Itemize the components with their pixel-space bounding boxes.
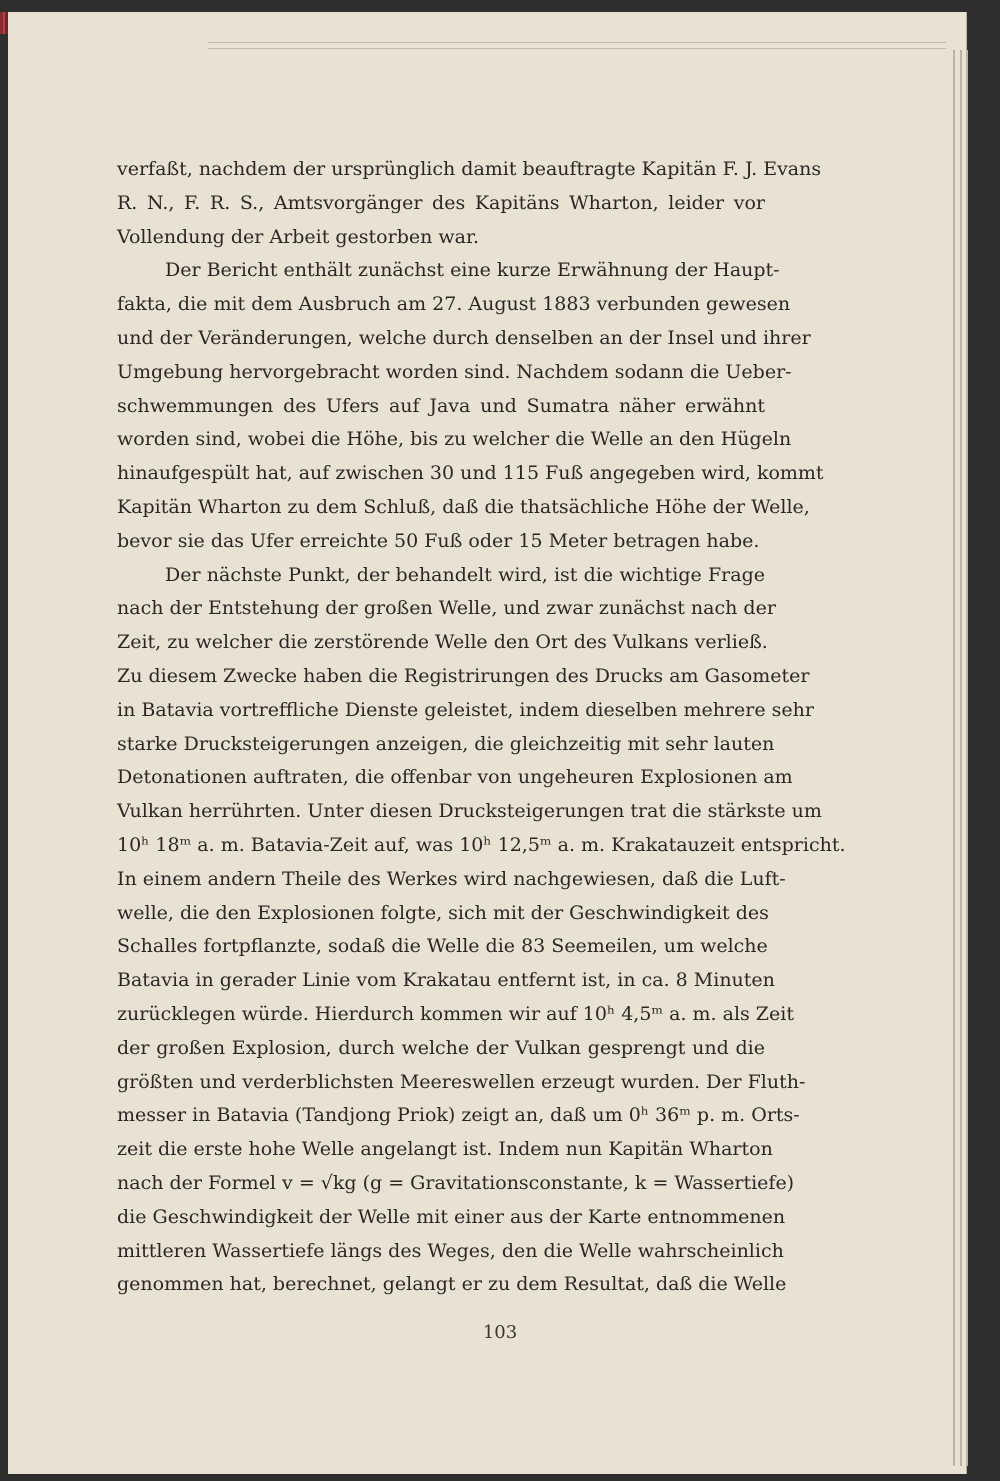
text-line: Detonationen auftraten, die offenbar von ungeheuren Explosionen am xyxy=(117,766,793,789)
body-text xyxy=(117,153,846,1302)
text-line: Der nächste Punkt, der behandelt wird, ist die wichtige Frage xyxy=(165,563,765,586)
text-line: hinaufgespült hat, auf zwischen 30 und 115 Fuß angegeben wird, kommt xyxy=(117,462,824,485)
page-top-edge xyxy=(208,42,946,43)
text-line: Kapitän Wharton zu dem Schluß, daß die thatsächliche Höhe der Welle, xyxy=(117,495,810,518)
text-line: Zu diesem Zwecke haben die Registrirungen des Drucks am Gasometer xyxy=(117,664,810,687)
text-line: R. N., F. R. S., Amtsvorgänger des Kapitäns Wharton, leider vor xyxy=(117,191,765,214)
text-line: schwemmungen des Ufers auf Java und Sumatra näher erwähnt xyxy=(117,394,765,417)
text-line: In einem andern Theile des Werkes wird nachgewiesen, daß die Luft- xyxy=(117,867,786,890)
text-line: worden sind, wobei die Höhe, bis zu welcher die Welle an den Hügeln xyxy=(117,428,792,451)
text-line: starke Drucksteigerungen anzeigen, die gleichzeitig mit sehr lauten xyxy=(117,732,775,755)
text-line: Umgebung hervorgebracht worden sind. Nachdem sodann die Ueber- xyxy=(117,360,792,383)
text-line: Vulkan herrührten. Unter diesen Drucksteigerungen trat die stärkste um xyxy=(117,800,822,823)
text-line: in Batavia vortreffliche Dienste geleistet, indem dieselben mehrere sehr xyxy=(117,698,814,721)
text-line: genommen hat, berechnet, gelangt er zu dem Resultat, daß die Welle xyxy=(117,1273,787,1296)
page-side-edge xyxy=(953,50,955,1466)
text-line: Schalles fortpflanzte, sodaß die Welle die 83 Seemeilen, um welche xyxy=(117,935,768,958)
text-line: zeit die erste hohe Welle angelangt ist. Indem nun Kapitän Wharton xyxy=(117,1138,773,1161)
page-top-edge xyxy=(208,48,946,49)
text-line: der großen Explosion, durch welche der Vulkan gesprengt und die xyxy=(117,1036,765,1059)
text-line: verfaßt, nachdem der ursprünglich damit beauftragte Kapitän F. J. Evans xyxy=(117,158,822,180)
page-number: 103 xyxy=(482,1322,518,1343)
text-line: Zeit, zu welcher die zerstörende Welle den Ort des Vulkans verließ. xyxy=(117,631,768,654)
text-line: fakta, die mit dem Ausbruch am 27. August 1883 verbunden gewesen xyxy=(117,293,791,316)
text-line: bevor sie das Ufer erreichte 50 Fuß oder 15 Meter betragen habe. xyxy=(117,529,760,552)
text-line: nach der Entstehung der großen Welle, und zwar zunächst nach der xyxy=(117,597,776,620)
text-line: mittleren Wassertiefe längs des Weges, den die Welle wahrscheinlich xyxy=(117,1239,784,1262)
text-line: größten und verderblichsten Meereswellen erzeugt wurden. Der Fluth- xyxy=(117,1070,806,1093)
text-line: welle, die den Explosionen folgte, sich mit der Geschwindigkeit des xyxy=(117,901,769,924)
text-line: messer in Batavia (Tandjong Priok) zeigt an, daß um 0ʰ 36ᵐ p. m. Orts- xyxy=(117,1104,800,1127)
text-line: 10ʰ 18ᵐ a. m. Batavia-Zeit auf, was 10ʰ 12,5ᵐ a. m. Krakatauzeit entspricht. xyxy=(117,833,846,856)
text-line: die Geschwindigkeit der Welle mit einer aus der Karte entnommenen xyxy=(117,1205,786,1228)
page-side-edge xyxy=(960,50,962,1466)
text-line: und der Veränderungen, welche durch denselben an der Insel und ihrer xyxy=(117,326,811,349)
text-line: Vollendung der Arbeit gestorben war. xyxy=(117,225,480,248)
text-line: Batavia in gerader Linie vom Krakatau entfernt ist, in ca. 8 Minuten xyxy=(117,969,775,992)
page-side-edge xyxy=(966,50,968,1466)
text-line: Der Bericht enthält zunächst eine kurze Erwähnung der Haupt- xyxy=(165,259,780,282)
text-line: nach der Formel v = √kg (g = Gravitationsconstante, k = Wassertiefe) xyxy=(117,1171,795,1194)
text-line: zurücklegen würde. Hierdurch kommen wir auf 10ʰ 4,5ᵐ a. m. als Zeit xyxy=(117,1002,794,1025)
